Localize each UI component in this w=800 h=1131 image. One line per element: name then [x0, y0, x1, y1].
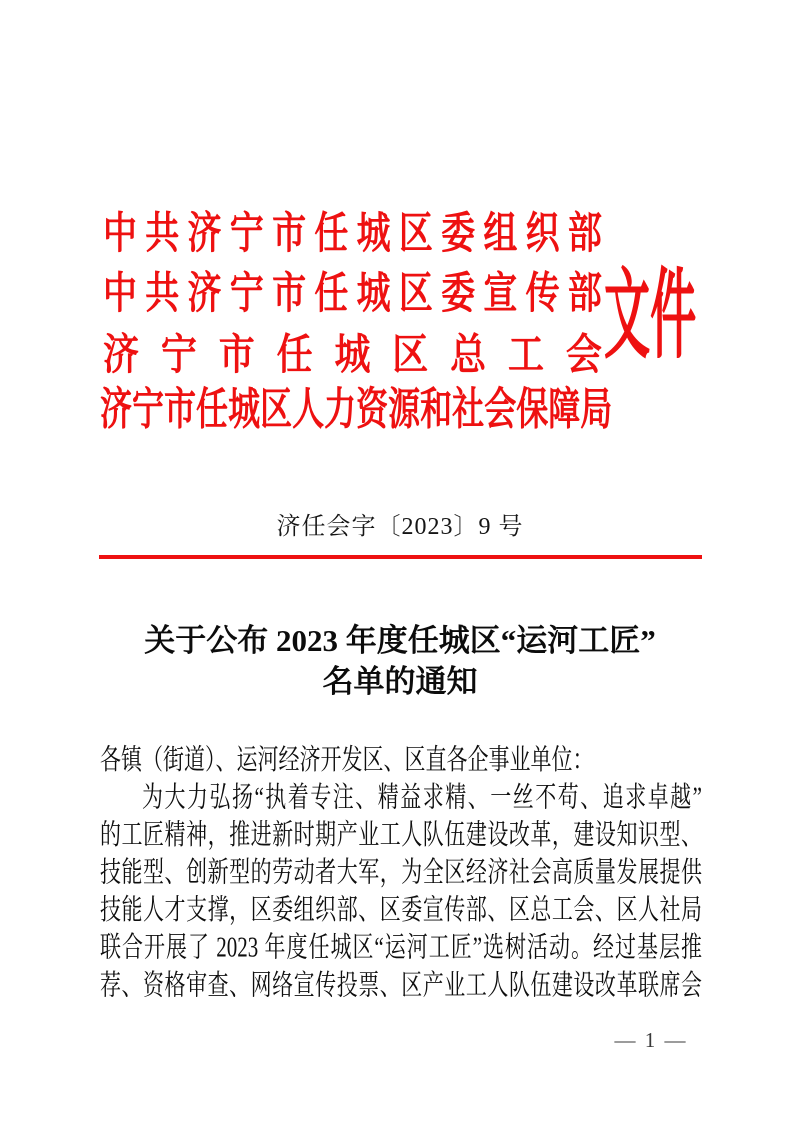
notice-title	[0, 620, 800, 702]
red-divider	[99, 555, 702, 559]
page-number: — 1 —	[614, 1028, 688, 1052]
body-line: 技能人才支撑，区委组织部、区委宣传部、区总工会、区人社局	[100, 893, 702, 926]
body-line: 技能型、创新型的劳动者大军，为全区经济社会高质量发展提供	[100, 856, 702, 889]
body-line: 荐、资格审查、网络宣传投票、区产业工人队伍建设改革联席会	[100, 968, 702, 1001]
doc-number: 济任会字〔2023〕9 号	[276, 514, 524, 540]
notice-title-line-1: 关于公布 2023 年度任城区“运河工匠”	[144, 623, 656, 658]
body-text	[100, 741, 702, 1004]
org-line-2: 中 共 济 宁 市 任 城 区 委 宣 传 部	[103, 270, 602, 319]
body-line: 为大力弘扬“执着专注、精益求精、一丝不苟、追求卓越”	[142, 781, 702, 814]
org-line-1: 中 共 济 宁 市 任 城 区 委 组 织 部	[103, 210, 602, 259]
body-line: 的工匠精神，推进新时期产业工人队伍建设改革，建设知识型、	[100, 818, 702, 851]
notice-title-line-2: 名单的通知	[322, 664, 478, 699]
doc-type-label: 文件	[604, 260, 697, 371]
org-line-4: 济 宁 市 任 城 区 人 力 资 源 和 社 会 保 障 局	[100, 384, 613, 434]
body-line: 各镇（街道）、运河经济开发区、区直各企事业单位：	[100, 743, 594, 776]
body-line: 联合开展了 2023 年度任城区“运河工匠”选树活动。经过基层推	[100, 931, 702, 964]
org-line-3: 济 宁 市 任 城 区 总 工 会	[103, 331, 602, 379]
